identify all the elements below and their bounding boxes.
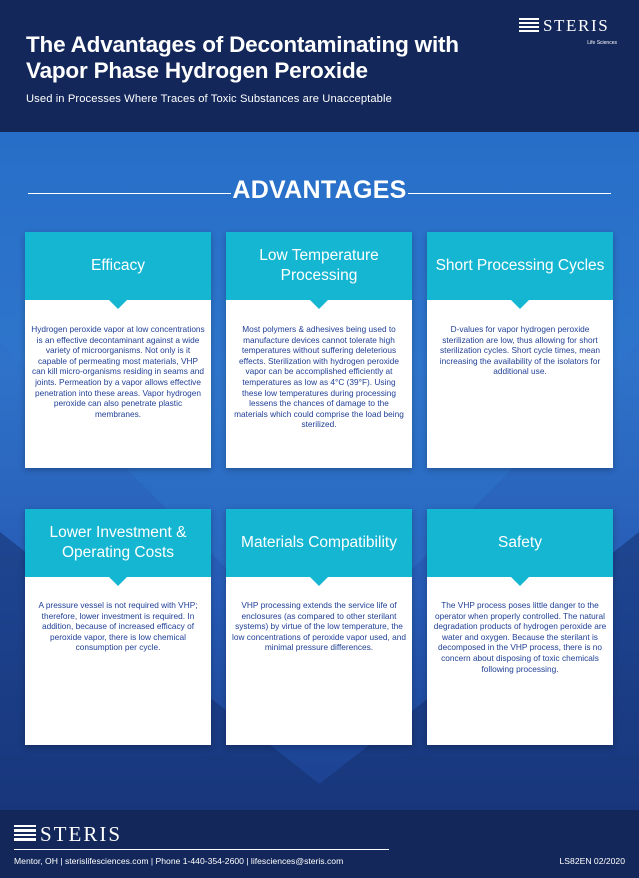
card-notch xyxy=(511,300,529,309)
card-text: A pressure vessel is not required with VHP; therefore, lower investment is required. In addition, because of increased efficacy of peroxide vapor, there is low chemical consumption per cycle. xyxy=(38,600,198,653)
card-low-temperature xyxy=(226,232,412,468)
footer-contact: Mentor, OH | sterislifesciences.com | Phone 1-440-354-2600 | lifesciences@steris.com xyxy=(14,856,344,866)
card-efficacy xyxy=(25,232,211,468)
steris-stripes-icon xyxy=(14,825,36,843)
steris-logo-top xyxy=(519,16,617,50)
card-title: Safety xyxy=(427,509,613,577)
logo-subtext: Life Sciences xyxy=(587,40,617,46)
card-notch xyxy=(511,577,529,586)
logo-wordmark: STERIS xyxy=(543,16,610,35)
card-title: Efficacy xyxy=(25,232,211,300)
card-text: VHP processing extends the service life of enclosures (as compared to other sterilant systems) by virtue of the low temperature, the low concentrations of peroxide vapor used, and minimal pressure differences. xyxy=(232,600,406,653)
card-title: Low Temperature Processing xyxy=(226,232,412,300)
header xyxy=(0,0,639,132)
card-lower-investment xyxy=(25,509,211,745)
advantages-section xyxy=(0,132,639,810)
card-safety xyxy=(427,509,613,745)
card-notch xyxy=(109,300,127,309)
card-title: Lower Investment & Operating Costs xyxy=(25,509,211,577)
card-text: Most polymers & adhesives being used to manufacture devices cannot tolerate high temperatures without suffering deleterious effects. Sterilization with hydrogen peroxide vapor can be accomplished efficiently at temperatures as low as 4°C (39°F). Using these low temperatures during processing lessens the chances of damage to the materials which could comprise the load being sterilized. xyxy=(234,324,404,430)
heading-rule-right xyxy=(408,193,611,194)
card-notch xyxy=(310,300,328,309)
page-title: The Advantages of Decontaminating with Vapor Phase Hydrogen Peroxide xyxy=(26,32,459,83)
page-subtitle: Used in Processes Where Traces of Toxic Substances are Unacceptable xyxy=(26,93,392,105)
footer-divider xyxy=(14,849,389,850)
card-title: Short Processing Cycles xyxy=(427,232,613,300)
footer-logo-wordmark: STERIS xyxy=(40,822,123,846)
card-notch xyxy=(109,577,127,586)
steris-stripes-icon xyxy=(519,18,539,34)
footer xyxy=(0,810,639,878)
document-code: LS82EN 02/2020 xyxy=(559,856,625,866)
card-materials-compatibility xyxy=(226,509,412,745)
card-text: D-values for vapor hydrogen peroxide sterilization are low, thus allowing for short sterilization cycles. Short cycle times, mean increasing the availability of the isolators for additional use. xyxy=(439,324,601,377)
card-title: Materials Compatibility xyxy=(226,509,412,577)
advantages-heading: ADVANTAGES xyxy=(232,176,407,204)
card-text: Hydrogen peroxide vapor at low concentrations is an effective decontaminant against a wide variety of microorganisms. Not only is it capable of permeating most materials, VHP can kill micro-organisms residing in seams and joints. Permeation by a vapor allows effective penetration into these areas. Vapor hydrogen peroxide can also penetrate plastic membranes. xyxy=(31,324,205,419)
card-short-cycles xyxy=(427,232,613,468)
card-text: The VHP process poses little danger to the operator when properly controlled. The natural degradation products of hydrogen peroxide are water and oxygen. Because the sterilant is decomposed in the VHP process, there is no concern about disposing of toxic chemicals following processing. xyxy=(433,600,607,674)
card-notch xyxy=(310,577,328,586)
